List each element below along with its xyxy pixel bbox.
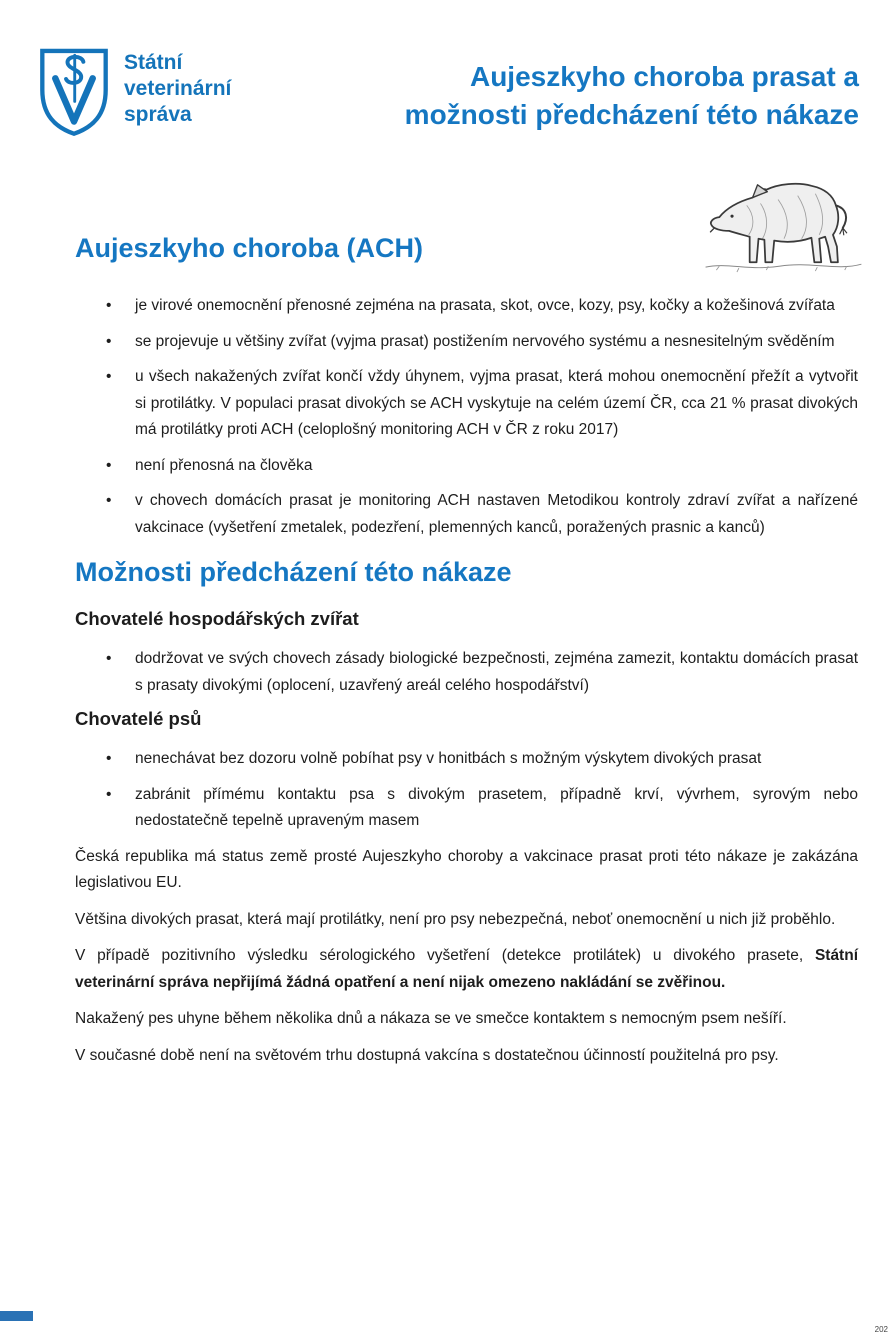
org-name-line: správa <box>124 103 192 126</box>
list-item: • v chovech domácích prasat je monitoring ACH nastaven Metodikou kontroly zdraví zvířat a nařízené vakcinace (vyšetření zmetalek, podezření, plemenných kanců, poražených prasnic a kanců) <box>75 488 858 541</box>
paragraph-vaccine: V současné době není na světovém trhu dostupná vakcína s dostatečnou účinností použitelná pro psy. <box>75 1046 779 1064</box>
org-name <box>124 44 231 128</box>
list-item: • není přenosná na člověka <box>75 453 858 480</box>
svs-shield-icon <box>38 44 110 140</box>
paragraph-serology-bold: Státní veterinární správa nepřijímá žádná opatření a není nijak omezeno nakládání se zvěřinou. <box>75 947 858 991</box>
list-item: • nenechávat bez dozoru volně pobíhat psy v honitbách s možným výskytem divokých prasat <box>75 746 858 773</box>
dog-bullet-list <box>75 746 858 835</box>
list-item: • dodržovat ve svých chovech zásady biologické bezpečnosti, zejména zamezit, kontaktu domácích prasat s prasaty divokými (oplocení, uzavřený areál celého hospodářství) <box>75 646 858 699</box>
paragraph-infected-dog: Nakažený pes uhyne během několika dnů a nákaza se ve smečce kontaktem s nemocným psem nešíří. <box>75 1010 787 1027</box>
document-header <box>38 44 859 140</box>
document-title <box>405 44 859 134</box>
section-heading-prevention: Možnosti předcházení této nákaze <box>75 557 512 587</box>
section-heading-ach: Aujeszkyho choroba (ACH) <box>75 233 424 263</box>
paragraph-serology <box>75 943 858 996</box>
livestock-bullet-list <box>75 646 858 699</box>
list-item: • zabránit přímému kontaktu psa s divokým prasetem, případně krví, vývrhem, syrovým nebo nedostatečně tepelně upraveným masem <box>75 782 858 835</box>
list-item: • u všech nakažených zvířat končí vždy úhynem, vyjma prasat, která mohou onemocnění přežít a vytvořit si protilátky. V populaci prasat divokých se ACH vyskytuje na celém území ČR, cca 21 % prasat divokých má protilátky proti ACH (celoplošný monitoring ACH v ČR z roku 2017) <box>75 364 858 444</box>
sub-heading-livestock-owners: Chovatelé hospodářských zvířat <box>75 608 359 629</box>
paragraph-serology-normal: V případě pozitivního výsledku sérologického vyšetření (detekce protilátek) u divokého prasete, <box>75 947 815 964</box>
list-item: • se projevuje u většiny zvířat (vyjma prasat) postižením nervového systému a nesnesitelným svěděním <box>75 329 858 356</box>
org-name-line: veterinární <box>124 77 232 100</box>
page-year: 202 <box>874 1325 888 1334</box>
document-title-line1: Aujeszkyho choroba prasat a <box>469 61 859 92</box>
document-body <box>75 233 858 1079</box>
footer-accent-bar <box>0 1311 33 1321</box>
svs-logo <box>38 44 231 140</box>
ach-bullet-list <box>75 293 858 541</box>
paragraph-wild-boars: Většina divokých prasat, která mají protilátky, není pro psy nebezpečná, neboť onemocnění u nich již proběhlo. <box>75 910 836 928</box>
paragraph-cr-status: Česká republika má status země prosté Aujeszkyho choroby a vakcinace prasat proti této nákaze je zakázána legislativou EU. <box>75 847 858 891</box>
document-title-line2: možnosti předcházení této nákaze <box>404 99 859 130</box>
sub-heading-dog-owners: Chovatelé psů <box>75 708 202 729</box>
org-name-line: Státní <box>124 51 183 74</box>
list-item: • je virové onemocnění přenosné zejména na prasata, skot, ovce, kozy, psy, kočky a kožešinová zvířata <box>75 293 858 320</box>
